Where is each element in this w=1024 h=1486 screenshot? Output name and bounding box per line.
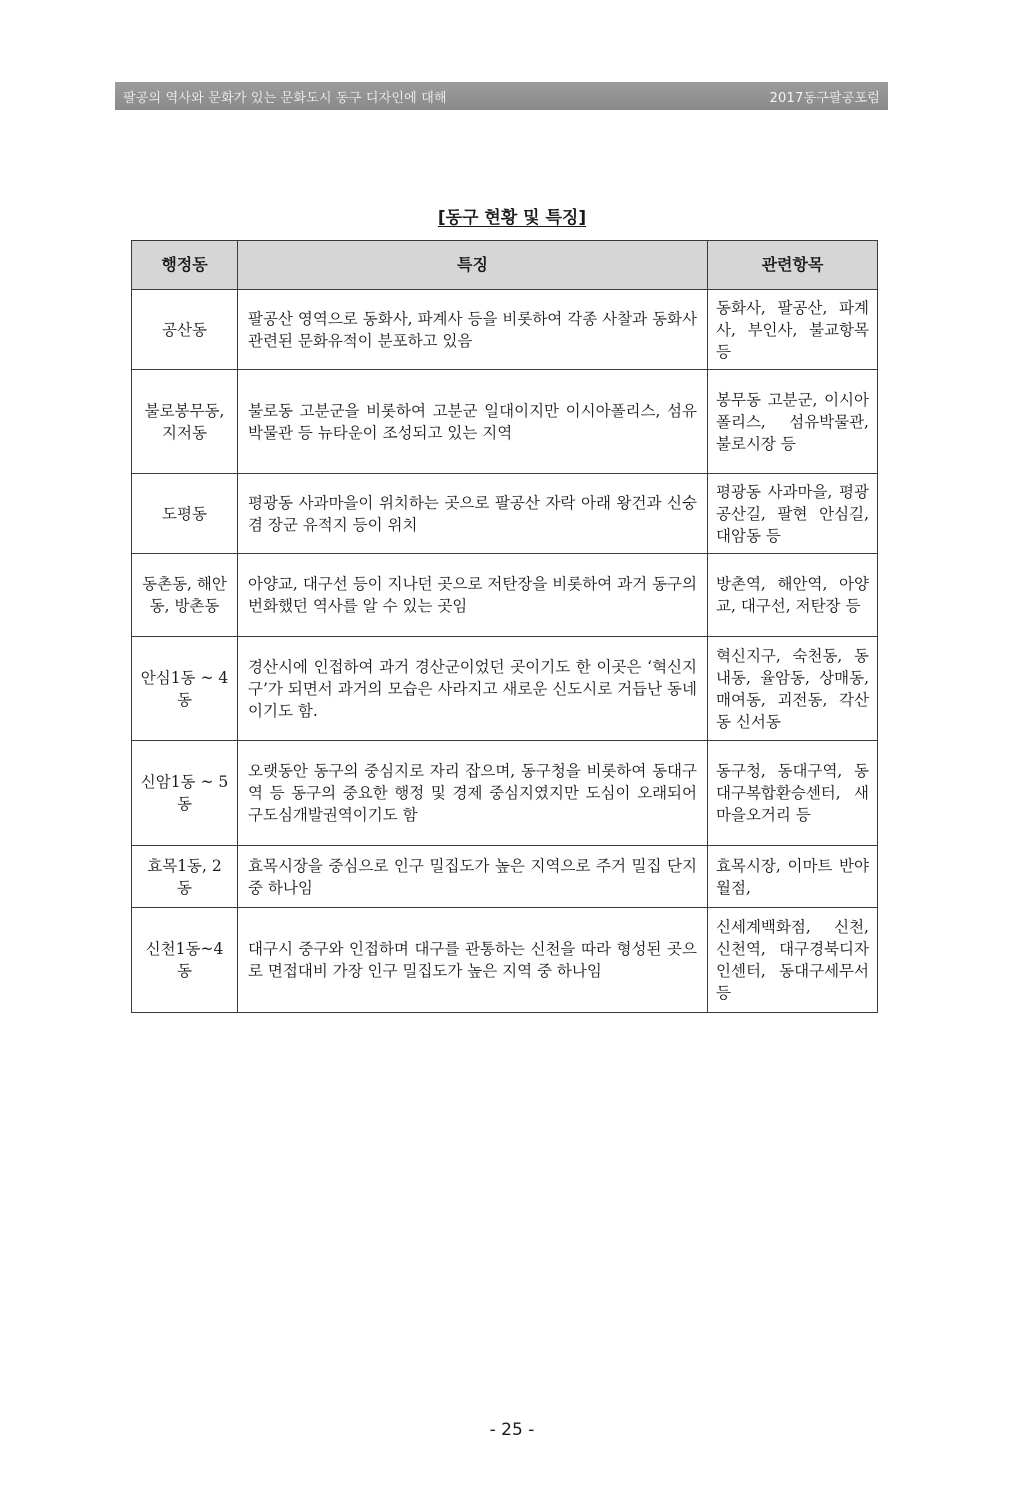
table-row (132, 474, 878, 554)
table-header-row (132, 241, 878, 290)
section-title-text: [동구 현황 및 특징] (437, 208, 587, 228)
cell-dong: 안심1동 ~ 4동 (132, 637, 238, 741)
table-row (132, 637, 878, 741)
cell-related: 효목시장, 이마트 반야월점, (708, 846, 878, 908)
header-feature: 특징 (238, 241, 708, 290)
header-dong: 행정동 (132, 241, 238, 290)
section-title (0, 203, 1024, 228)
table-row (132, 741, 878, 846)
cell-feature: 경산시에 인접하여 과거 경산군이었던 곳이기도 한 이곳은 ‘혁신지구’가 되면서 과거의 모습은 사라지고 새로운 신도시로 거듭난 동네이기도 함. (238, 637, 708, 741)
cell-dong: 신암1동 ~ 5동 (132, 741, 238, 846)
cell-dong: 도평동 (132, 474, 238, 554)
cell-related: 동화사, 팔공산, 파계사, 부인사, 불교항목 등 (708, 290, 878, 370)
header-forum-name: 2017동구팔공포럼 (769, 90, 880, 106)
running-header (115, 82, 888, 110)
table-row (132, 290, 878, 370)
table-row (132, 370, 878, 474)
cell-dong: 동촌동, 해안동, 방촌동 (132, 554, 238, 637)
header-document-title: 팔공의 역사와 문화가 있는 문화도시 동구 디자인에 대해 (123, 90, 447, 106)
cell-related: 혁신지구, 숙천동, 동내동, 율암동, 상매동, 매여동, 괴전동, 각산동 신서동 (708, 637, 878, 741)
cell-dong: 불로봉무동, 지저동 (132, 370, 238, 474)
dong-status-table (131, 240, 878, 1013)
cell-dong: 공산동 (132, 290, 238, 370)
table-row (132, 554, 878, 637)
cell-related: 동구청, 동대구역, 동대구복합환승센터, 새마을오거리 등 (708, 741, 878, 846)
cell-feature: 대구시 중구와 인접하며 대구를 관통하는 신천을 따라 형성된 곳으로 면접대비 가장 인구 밀집도가 높은 지역 중 하나임 (238, 908, 708, 1013)
cell-feature: 효목시장을 중심으로 인구 밀집도가 높은 지역으로 주거 밀집 단지 중 하나임 (238, 846, 708, 908)
cell-feature: 불로동 고분군을 비롯하여 고분군 일대이지만 이시아폴리스, 섬유박물관 등 뉴타운이 조성되고 있는 지역 (238, 370, 708, 474)
cell-feature: 아양교, 대구선 등이 지나던 곳으로 저탄장을 비롯하여 과거 동구의 번화했던 역사를 알 수 있는 곳임 (238, 554, 708, 637)
table-row (132, 908, 878, 1013)
cell-related: 방촌역, 해안역, 아양교, 대구선, 저탄장 등 (708, 554, 878, 637)
cell-feature: 평광동 사과마을이 위치하는 곳으로 팔공산 자락 아래 왕건과 신숭겸 장군 유적지 등이 위치 (238, 474, 708, 554)
cell-dong: 신천1동~4동 (132, 908, 238, 1013)
cell-feature: 오랫동안 동구의 중심지로 자리 잡으며, 동구청을 비롯하여 동대구역 등 동구의 중요한 행정 및 경제 중심지였지만 도심이 오래되어 구도심개발권역이기도 함 (238, 741, 708, 846)
cell-related: 신세계백화점, 신천, 신천역, 대구경북디자인센터, 동대구세무서 등 (708, 908, 878, 1013)
cell-related: 봉무동 고분군, 이시아폴리스, 섬유박물관, 불로시장 등 (708, 370, 878, 474)
cell-related: 평광동 사과마을, 평광공산길, 팔현 안심길, 대암동 등 (708, 474, 878, 554)
cell-dong: 효목1동, 2동 (132, 846, 238, 908)
page-number: - 25 - (489, 1420, 535, 1440)
header-related: 관련항목 (708, 241, 878, 290)
table-row (132, 846, 878, 908)
cell-feature: 팔공산 영역으로 동화사, 파계사 등을 비롯하여 각종 사찰과 동화사 관련된 문화유적이 분포하고 있음 (238, 290, 708, 370)
